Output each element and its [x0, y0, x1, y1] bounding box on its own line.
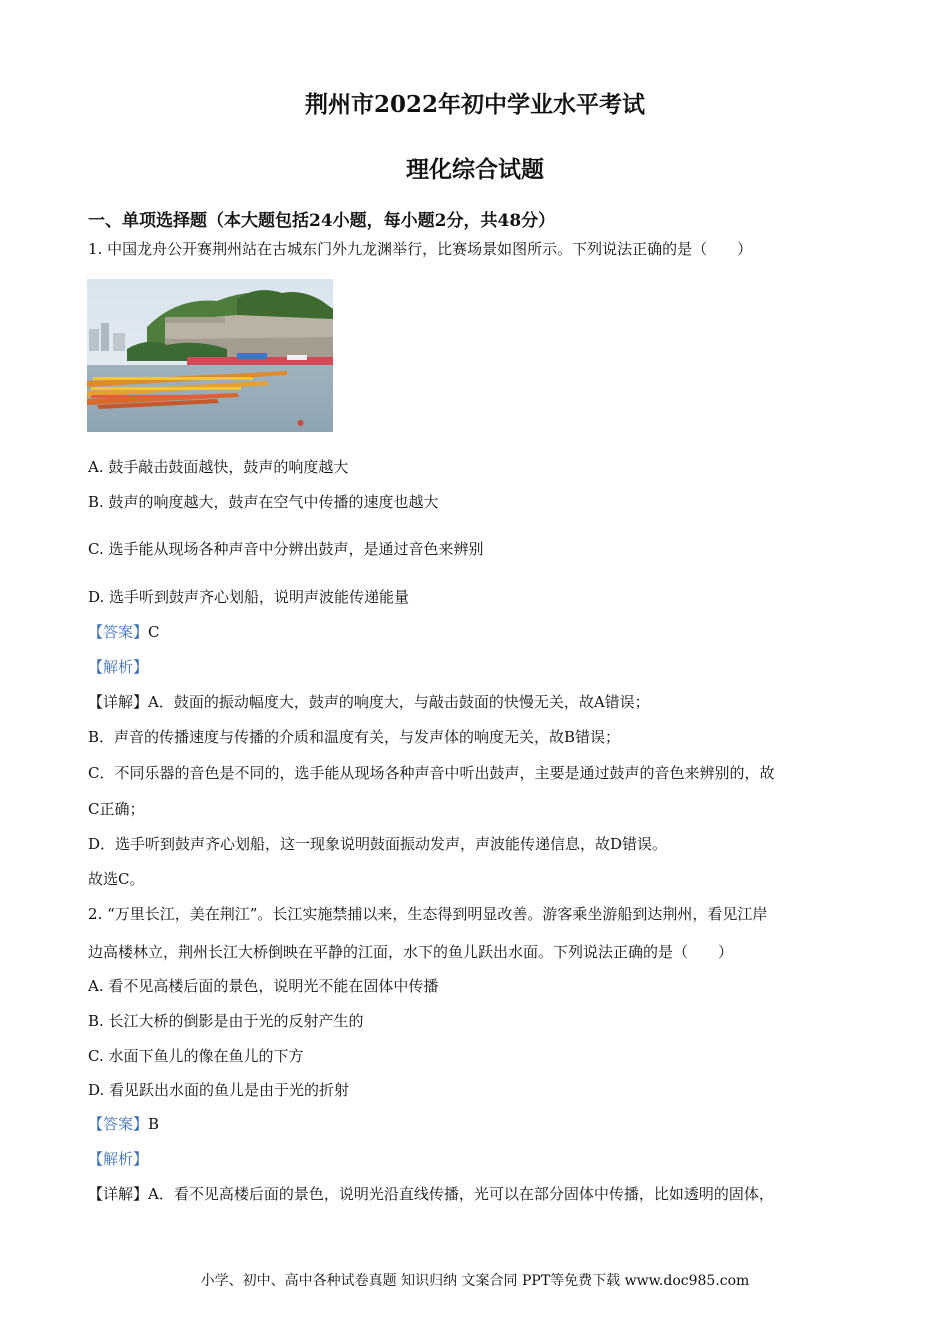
question-1-option-d: D. 选手听到鼓声齐心划船，说明声波能传递能量: [88, 588, 410, 606]
question-1-option-c: C. 选手能从现场各种声音中分辨出鼓声，是通过音色来辨别: [88, 540, 484, 558]
answer-tag: 【答案】: [88, 623, 149, 641]
question-1-detail-line: C正确；: [88, 800, 145, 818]
section-heading: 一、单项选择题（本大题包括24小题，每小题2分，共48分）: [88, 211, 556, 231]
dragon-boat-race-photo: [87, 279, 333, 432]
question-2-analysis-tag: 【解析】: [88, 1150, 149, 1168]
question-1-analysis-tag: 【解析】: [88, 658, 149, 676]
question-1-option-b: B. 鼓声的响度越大，鼓声在空气中传播的速度也越大: [88, 493, 439, 511]
question-1-detail-line: D．选手听到鼓声齐心划船，这一现象说明鼓面振动发声，声波能传递信息，故D错误。: [88, 835, 668, 853]
answer-value: B: [148, 1115, 160, 1133]
question-1-option-a: A. 鼓手敲击鼓面越快，鼓声的响度越大: [88, 458, 349, 476]
page-footer: 小学、初中、高中各种试卷真题 知识归纳 文案合同 PPT等免费下载 www.doc985.com: [200, 1273, 750, 1289]
question-1-detail-line: B．声音的传播速度与传播的介质和温度有关，与发声体的响度无关，故B错误；: [88, 728, 621, 746]
question-2-option-c: C. 水面下鱼儿的像在鱼儿的下方: [88, 1047, 304, 1065]
question-1-stem: 1. 中国龙舟公开赛荆州站在古城东门外九龙渊举行，比赛场景如图所示。下列说法正确的是（ ）: [88, 240, 753, 258]
question-2-option-b: B. 长江大桥的倒影是由于光的反射产生的: [88, 1012, 364, 1030]
detail-tag: 【详解】: [88, 693, 149, 711]
question-1-detail-line: [88, 691, 650, 712]
page-subtitle: 理化综合试题: [406, 156, 544, 183]
answer-value: C: [148, 623, 160, 641]
question-2-option-a: A. 看不见高楼后面的景色，说明光不能在固体中传播: [88, 977, 439, 995]
detail-tag: 【详解】: [88, 1185, 149, 1203]
question-2-answer: [88, 1113, 159, 1134]
detail-text: A．看不见高楼后面的景色，说明光沿直线传播，光可以在部分固体中传播，比如透明的固体，: [148, 1185, 774, 1203]
question-1-answer: [88, 621, 160, 642]
answer-tag: 【答案】: [88, 1115, 149, 1133]
question-2-stem-line: 2. “万里长江，美在荆江”。长江实施禁捕以来，生态得到明显改善。游客乘坐游船到达荆州，看见江岸: [88, 905, 768, 923]
svg-text:●: ●: [297, 418, 304, 427]
page-title: 荆州市2022年初中学业水平考试: [304, 91, 645, 118]
question-2-option-d: D. 看见跃出水面的鱼儿是由于光的折射: [88, 1081, 350, 1099]
detail-text: A．鼓面的振动幅度大，鼓声的响度大，与敲击鼓面的快慢无关，故A错误；: [148, 693, 650, 711]
question-1-detail-line: C．不同乐器的音色是不同的，选手能从现场各种声音中听出鼓声，主要是通过鼓声的音色来辨别的，故: [88, 764, 775, 782]
question-2-stem-line: 边高楼林立，荆州长江大桥倒映在平静的江面，水下的鱼儿跃出水面。下列说法正确的是（ ）: [88, 943, 734, 961]
question-2-detail-line: [88, 1183, 774, 1204]
question-1-conclusion: 故选C。: [88, 870, 145, 888]
